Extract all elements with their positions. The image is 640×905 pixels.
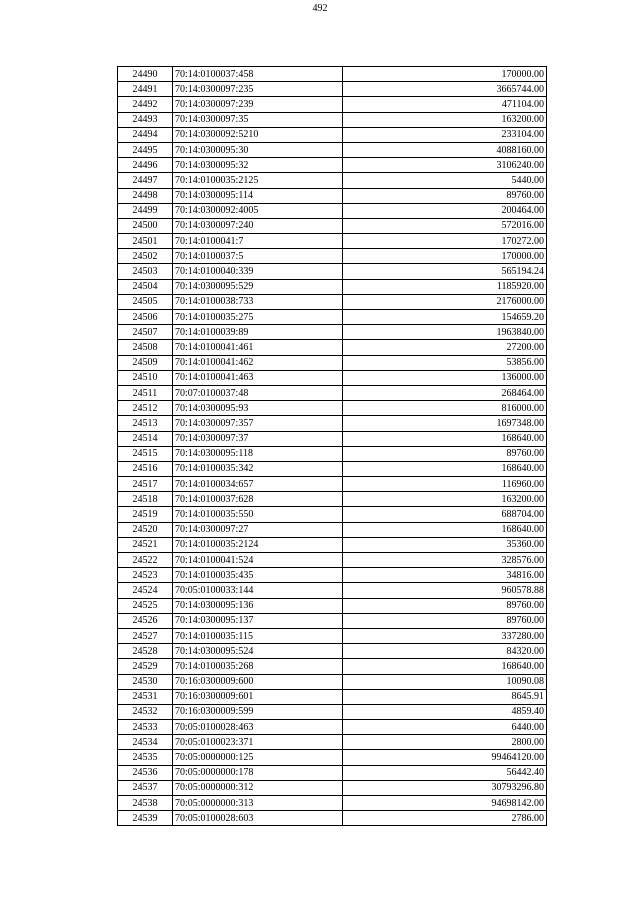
cadastral-number-cell: 70:14:0100034:657 <box>173 477 343 492</box>
table-row <box>118 796 547 811</box>
table-row <box>118 264 547 279</box>
row-number-cell: 24521 <box>118 537 173 552</box>
value-cell: 1963840.00 <box>343 325 547 340</box>
value-cell: 168640.00 <box>343 431 547 446</box>
table-row <box>118 370 547 385</box>
row-number-cell: 24537 <box>118 780 173 795</box>
cadastral-number-cell: 70:14:0300095:114 <box>173 188 343 203</box>
value-cell: 6440.00 <box>343 720 547 735</box>
row-number-cell: 24517 <box>118 477 173 492</box>
value-cell: 4088160.00 <box>343 142 547 157</box>
table-row <box>118 97 547 112</box>
table-row <box>118 507 547 522</box>
table-row <box>118 689 547 704</box>
table-row <box>118 628 547 643</box>
row-number-cell: 24530 <box>118 674 173 689</box>
table-row <box>118 325 547 340</box>
table-row <box>118 811 547 826</box>
table-row <box>118 613 547 628</box>
cadastral-number-cell: 70:14:0300097:235 <box>173 82 343 97</box>
value-cell: 3665744.00 <box>343 82 547 97</box>
value-cell: 337280.00 <box>343 628 547 643</box>
value-cell: 56442.40 <box>343 765 547 780</box>
cadastral-number-cell: 70:14:0300092:5210 <box>173 127 343 142</box>
row-number-cell: 24509 <box>118 355 173 370</box>
value-cell: 30793296.80 <box>343 780 547 795</box>
row-number-cell: 24501 <box>118 234 173 249</box>
value-cell: 3106240.00 <box>343 158 547 173</box>
cadastral-number-cell: 70:05:0000000:312 <box>173 780 343 795</box>
value-cell: 89760.00 <box>343 446 547 461</box>
cadastral-number-cell: 70:14:0300097:240 <box>173 218 343 233</box>
table-row <box>118 750 547 765</box>
row-number-cell: 24490 <box>118 67 173 82</box>
value-cell: 163200.00 <box>343 492 547 507</box>
cadastral-number-cell: 70:05:0100033:144 <box>173 583 343 598</box>
table-row <box>118 446 547 461</box>
value-cell: 163200.00 <box>343 112 547 127</box>
value-cell: 816000.00 <box>343 401 547 416</box>
value-cell: 471104.00 <box>343 97 547 112</box>
table-row <box>118 461 547 476</box>
cadastral-number-cell: 70:14:0100035:435 <box>173 568 343 583</box>
cadastral-number-cell: 70:05:0100028:603 <box>173 811 343 826</box>
row-number-cell: 24507 <box>118 325 173 340</box>
table-row <box>118 401 547 416</box>
table-row <box>118 203 547 218</box>
row-number-cell: 24497 <box>118 173 173 188</box>
table-row <box>118 477 547 492</box>
row-number-cell: 24499 <box>118 203 173 218</box>
row-number-cell: 24516 <box>118 461 173 476</box>
table-row <box>118 158 547 173</box>
cadastral-number-cell: 70:14:0100037:458 <box>173 67 343 82</box>
row-number-cell: 24527 <box>118 628 173 643</box>
cadastral-number-cell: 70:16:0300009:601 <box>173 689 343 704</box>
row-number-cell: 24505 <box>118 294 173 309</box>
value-cell: 99464120.00 <box>343 750 547 765</box>
cadastral-number-cell: 70:14:0300097:27 <box>173 522 343 537</box>
table-row <box>118 112 547 127</box>
row-number-cell: 24495 <box>118 142 173 157</box>
value-cell: 1697348.00 <box>343 416 547 431</box>
value-cell: 328576.00 <box>343 553 547 568</box>
cadastral-number-cell: 70:14:0100035:550 <box>173 507 343 522</box>
table-row <box>118 537 547 552</box>
row-number-cell: 24532 <box>118 704 173 719</box>
cadastral-number-cell: 70:14:0300095:524 <box>173 644 343 659</box>
row-number-cell: 24502 <box>118 249 173 264</box>
value-cell: 89760.00 <box>343 598 547 613</box>
value-cell: 268464.00 <box>343 385 547 400</box>
table-row <box>118 355 547 370</box>
value-cell: 89760.00 <box>343 613 547 628</box>
table-row <box>118 568 547 583</box>
value-cell: 84320.00 <box>343 644 547 659</box>
cadastral-number-cell: 70:14:0100035:2124 <box>173 537 343 552</box>
row-number-cell: 24510 <box>118 370 173 385</box>
table-row <box>118 598 547 613</box>
cadastral-number-cell: 70:14:0100035:275 <box>173 310 343 325</box>
cadastral-number-cell: 70:14:0100038:733 <box>173 294 343 309</box>
cadastral-number-cell: 70:16:0300009:600 <box>173 674 343 689</box>
row-number-cell: 24539 <box>118 811 173 826</box>
value-cell: 1185920.00 <box>343 279 547 294</box>
value-cell: 688704.00 <box>343 507 547 522</box>
row-number-cell: 24525 <box>118 598 173 613</box>
cadastral-number-cell: 70:14:0300097:35 <box>173 112 343 127</box>
cadastral-number-cell: 70:05:0000000:313 <box>173 796 343 811</box>
cadastral-number-cell: 70:14:0300095:118 <box>173 446 343 461</box>
table-row <box>118 704 547 719</box>
cadastral-number-cell: 70:14:0100035:115 <box>173 628 343 643</box>
value-cell: 2176000.00 <box>343 294 547 309</box>
table-row <box>118 674 547 689</box>
row-number-cell: 24519 <box>118 507 173 522</box>
value-cell: 233104.00 <box>343 127 547 142</box>
table-row <box>118 173 547 188</box>
cadastral-number-cell: 70:14:0100041:461 <box>173 340 343 355</box>
cadastral-number-cell: 70:14:0300095:93 <box>173 401 343 416</box>
table-row <box>118 340 547 355</box>
value-cell: 116960.00 <box>343 477 547 492</box>
row-number-cell: 24514 <box>118 431 173 446</box>
table-row <box>118 67 547 82</box>
table-row <box>118 765 547 780</box>
row-number-cell: 24491 <box>118 82 173 97</box>
row-number-cell: 24531 <box>118 689 173 704</box>
table-row <box>118 188 547 203</box>
value-cell: 10090.08 <box>343 674 547 689</box>
value-cell: 5440.00 <box>343 173 547 188</box>
table-row <box>118 310 547 325</box>
value-cell: 34816.00 <box>343 568 547 583</box>
value-cell: 27200.00 <box>343 340 547 355</box>
value-cell: 2800.00 <box>343 735 547 750</box>
cadastral-number-cell: 70:14:0300097:239 <box>173 97 343 112</box>
cadastral-number-cell: 70:14:0100037:628 <box>173 492 343 507</box>
row-number-cell: 24528 <box>118 644 173 659</box>
value-cell: 94698142.00 <box>343 796 547 811</box>
table-row <box>118 218 547 233</box>
cadastral-number-cell: 70:14:0300092:4005 <box>173 203 343 218</box>
table-row <box>118 492 547 507</box>
table-row <box>118 142 547 157</box>
row-number-cell: 24503 <box>118 264 173 279</box>
value-cell: 168640.00 <box>343 522 547 537</box>
value-cell: 572016.00 <box>343 218 547 233</box>
cadastral-number-cell: 70:05:0100023:371 <box>173 735 343 750</box>
table-row <box>118 279 547 294</box>
table-row <box>118 127 547 142</box>
table-row <box>118 522 547 537</box>
row-number-cell: 24511 <box>118 385 173 400</box>
cadastral-number-cell: 70:14:0100041:463 <box>173 370 343 385</box>
value-cell: 4859.40 <box>343 704 547 719</box>
row-number-cell: 24522 <box>118 553 173 568</box>
cadastral-number-cell: 70:14:0300097:37 <box>173 431 343 446</box>
value-cell: 2786.00 <box>343 811 547 826</box>
cadastral-value-table <box>117 66 547 826</box>
value-cell: 8645.91 <box>343 689 547 704</box>
row-number-cell: 24506 <box>118 310 173 325</box>
cadastral-number-cell: 70:14:0300095:137 <box>173 613 343 628</box>
cadastral-number-cell: 70:07:0100037:48 <box>173 385 343 400</box>
row-number-cell: 24500 <box>118 218 173 233</box>
table-row <box>118 431 547 446</box>
cadastral-number-cell: 70:14:0300095:529 <box>173 279 343 294</box>
cadastral-number-cell: 70:14:0100035:342 <box>173 461 343 476</box>
value-cell: 136000.00 <box>343 370 547 385</box>
row-number-cell: 24526 <box>118 613 173 628</box>
cadastral-number-cell: 70:14:0100040:339 <box>173 264 343 279</box>
table-row <box>118 294 547 309</box>
value-cell: 565194.24 <box>343 264 547 279</box>
value-cell: 170272.00 <box>343 234 547 249</box>
value-cell: 89760.00 <box>343 188 547 203</box>
cadastral-number-cell: 70:05:0000000:125 <box>173 750 343 765</box>
table-row <box>118 553 547 568</box>
cadastral-number-cell: 70:14:0300095:32 <box>173 158 343 173</box>
row-number-cell: 24536 <box>118 765 173 780</box>
row-number-cell: 24512 <box>118 401 173 416</box>
value-cell: 168640.00 <box>343 659 547 674</box>
row-number-cell: 24498 <box>118 188 173 203</box>
cadastral-number-cell: 70:14:0100041:7 <box>173 234 343 249</box>
table-row <box>118 583 547 598</box>
table-row <box>118 234 547 249</box>
table-row <box>118 659 547 674</box>
cadastral-number-cell: 70:14:0300095:30 <box>173 142 343 157</box>
row-number-cell: 24504 <box>118 279 173 294</box>
row-number-cell: 24494 <box>118 127 173 142</box>
row-number-cell: 24518 <box>118 492 173 507</box>
value-cell: 170000.00 <box>343 249 547 264</box>
value-cell: 53856.00 <box>343 355 547 370</box>
cadastral-number-cell: 70:05:0000000:178 <box>173 765 343 780</box>
row-number-cell: 24524 <box>118 583 173 598</box>
table-body <box>118 67 547 826</box>
cadastral-number-cell: 70:14:0100039:89 <box>173 325 343 340</box>
value-cell: 170000.00 <box>343 67 547 82</box>
table-row <box>118 416 547 431</box>
cadastral-number-cell: 70:05:0100028:463 <box>173 720 343 735</box>
row-number-cell: 24523 <box>118 568 173 583</box>
table-row <box>118 249 547 264</box>
row-number-cell: 24529 <box>118 659 173 674</box>
row-number-cell: 24508 <box>118 340 173 355</box>
cadastral-number-cell: 70:14:0100037:5 <box>173 249 343 264</box>
table-row <box>118 385 547 400</box>
row-number-cell: 24513 <box>118 416 173 431</box>
cadastral-number-cell: 70:14:0300097:357 <box>173 416 343 431</box>
row-number-cell: 24515 <box>118 446 173 461</box>
value-cell: 154659.20 <box>343 310 547 325</box>
cadastral-number-cell: 70:14:0100035:268 <box>173 659 343 674</box>
value-cell: 960578.88 <box>343 583 547 598</box>
table-row <box>118 780 547 795</box>
value-cell: 200464.00 <box>343 203 547 218</box>
row-number-cell: 24496 <box>118 158 173 173</box>
table-row <box>118 735 547 750</box>
cadastral-number-cell: 70:14:0100041:524 <box>173 553 343 568</box>
row-number-cell: 24535 <box>118 750 173 765</box>
page-number: 492 <box>312 3 328 14</box>
cadastral-number-cell: 70:14:0100041:462 <box>173 355 343 370</box>
cadastral-number-cell: 70:14:0300095:136 <box>173 598 343 613</box>
cadastral-number-cell: 70:16:0300009:599 <box>173 704 343 719</box>
value-cell: 168640.00 <box>343 461 547 476</box>
table-row <box>118 644 547 659</box>
row-number-cell: 24493 <box>118 112 173 127</box>
table-row <box>118 720 547 735</box>
cadastral-number-cell: 70:14:0100035:2125 <box>173 173 343 188</box>
row-number-cell: 24533 <box>118 720 173 735</box>
value-cell: 35360.00 <box>343 537 547 552</box>
row-number-cell: 24492 <box>118 97 173 112</box>
row-number-cell: 24538 <box>118 796 173 811</box>
row-number-cell: 24520 <box>118 522 173 537</box>
row-number-cell: 24534 <box>118 735 173 750</box>
table-row <box>118 82 547 97</box>
